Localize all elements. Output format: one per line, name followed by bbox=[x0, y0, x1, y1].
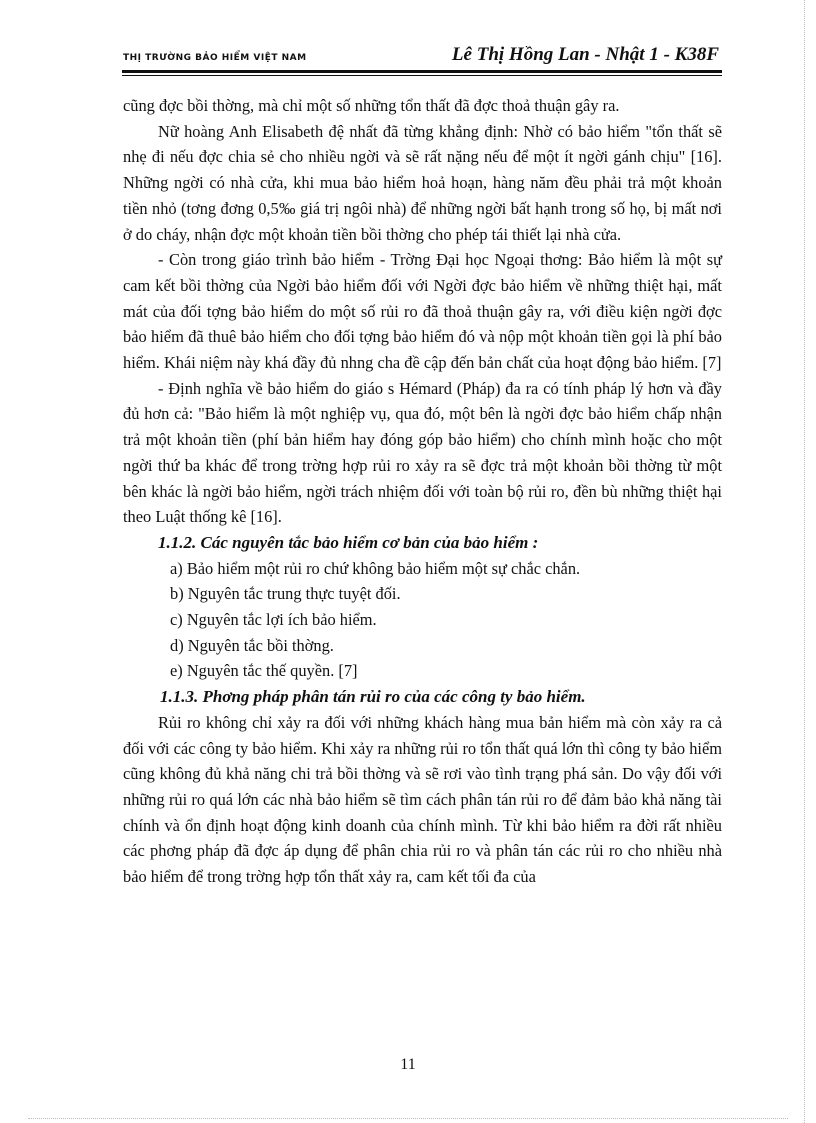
list-item: c) Nguyên tắc lợi ích bảo hiểm. bbox=[170, 610, 377, 630]
header-rule-thin bbox=[122, 75, 722, 76]
section-heading-risk-distribution: 1.1.3. Phơng pháp phân tán rủi ro của các công ty bảo hiểm. bbox=[160, 687, 586, 707]
section-heading-principles: 1.1.2. Các nguyên tắc bảo hiểm cơ bản của bảo hiểm : bbox=[158, 532, 539, 552]
paragraph-definition-ftu: - Còn trong giáo trình bảo hiểm - Trờng Đại học Ngoại thơng: Bảo hiểm là một sự cam kết bồi thờng của Ngời bảo hiểm đối với Ngời đợc bảo hiểm về những thiệt hại, mất mát của đối tợng bảo hiểm do một số rủi ro đã thoả thuận gây ra, với điều kiện ngời đợc bảo hiểm đã thuê bảo hiểm cho đối tợng bảo hiểm đó và nộp một khoản tiền gọi là phí bảo hiểm. Khái niệm này khá đầy đủ nhng cha đề cập đến bản chất của hoạt động bảo hiểm. [7] bbox=[123, 250, 722, 373]
list-item: b) Nguyên tắc trung thực tuyệt đối. bbox=[170, 584, 401, 604]
list-item: d) Nguyên tắc bồi thờng. bbox=[170, 635, 334, 655]
paragraph-definition-hemard: - Định nghĩa về bảo hiểm do giáo s Hémard (Pháp) đa ra có tính pháp lý hơn và đầy đủ hơn cả: "Bảo hiểm là một nghiệp vụ, qua đó, một bên là ngời đợc bảo hiểm chấp nhận trả một khoản tiền (phí bản hiểm hay đóng góp bảo hiểm) cho chính mình hoặc cho một ngời thứ ba khác để trong trờng hợp rủi ro xảy ra sẽ đợc trả một khoản bồi thờng từ một bên khác là ngời bảo hiểm, ngời trách nhiệm đối với toàn bộ rủi ro, đền bù những thiệt hại theo Luật thống kê [16]. bbox=[123, 378, 722, 527]
page-edge-bottom bbox=[28, 1118, 788, 1119]
paragraph-elisabeth: Nữ hoàng Anh Elisabeth đệ nhất đã từng khẳng định: Nhờ có bảo hiểm "tổn thất sẽ nhẹ đi nếu đợc chia sẻ cho nhiều ngời và sẽ rất nặng nếu để một ít ngời gánh chịu" [16]. Những ngời có nhà cửa, khi mua bảo hiểm hoả hoạn, hàng năm đều phải trả một khoản tiền nhỏ (tơng đơng 0,5‰ giá trị ngôi nhà) để những ngời bất hạnh trong số họ, bị mất nơi ở do cháy, nhận đợc một khoản tiền bồi thờng cho phép tái thiết lại nhà cửa. bbox=[123, 121, 722, 244]
body-text bbox=[123, 93, 722, 890]
list-item: a) Bảo hiểm một rủi ro chứ không bảo hiểm một sự chắc chắn. bbox=[170, 558, 581, 578]
paragraph-risk-distribution: Rủi ro không chỉ xảy ra đối với những khách hàng mua bản hiểm mà còn xảy ra cả đối với các công ty bảo hiểm. Khi xảy ra những rủi ro tổn thất quá lớn thì công ty bảo hiểm cũng không đủ khả năng chi trả bồi thờng và sẽ rơi vào tình trạng phá sản. Do vậy đối với những rủi ro quá lớn các nhà bảo hiểm sẽ tìm cách phân tán rủi ro để đảm bảo khả năng tài chính và ổn định hoạt động kinh doanh của chính mình. Từ khi bảo hiểm ra đời rất nhiều các phơng pháp đã đợc áp dụng để phân chia rủi ro và phân tán các rủi ro cho nhiều nhà bảo hiểm để trong trờng hợp tổn thất xảy ra, cam kết tối đa của bbox=[123, 712, 722, 887]
page-number: 11 bbox=[400, 1056, 416, 1073]
header-running-title: THỊ TRƯỜNG BẢO HIỂM VIỆT NAM bbox=[123, 53, 307, 63]
header-rule-thick bbox=[122, 70, 722, 73]
list-item: e) Nguyên tắc thế quyền. [7] bbox=[170, 661, 358, 681]
paragraph-continuation: cũng đợc bồi thờng, mà chỉ một số những tổn thất đã đợc thoả thuận gây ra. bbox=[123, 96, 620, 115]
header-author: Lê Thị Hồng Lan - Nhật 1 - K38F bbox=[451, 44, 719, 65]
page-edge-right bbox=[804, 0, 805, 1123]
